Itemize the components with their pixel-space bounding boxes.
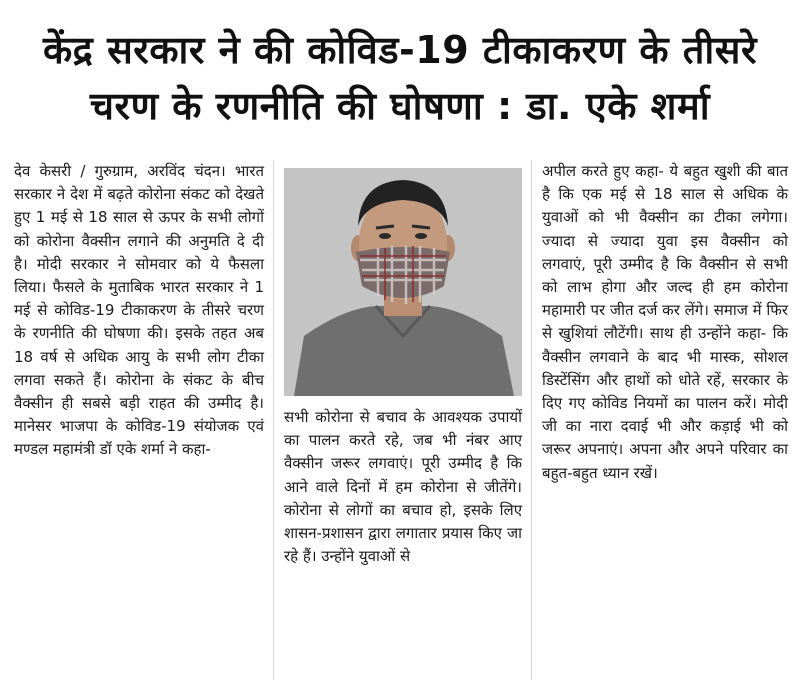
headline-line-1: केंद्र सरकार ने की कोविड-19 टीकाकरण के तीसरे xyxy=(43,28,757,72)
column-divider-right xyxy=(531,160,532,680)
masked-man-illustration xyxy=(284,168,522,396)
portrait-photo xyxy=(284,168,522,396)
article-column-right: अपील करते हुए कहा- ये बहुत खुशी की बात है कि एक मई से 18 साल से अधिक के युवाओं को भी वैक्सीन का टीका लगेगा। ज्यादा से ज्यादा युवा इस वैक्सीन को लगवाएं, पूरी उम्मीद है कि वैक्सीन से सभी को लाभ होगा और जल्द ही हम कोरोना महामारी पर जीत दर्ज कर लेंगे। समाज में फिर से खुशियां लौटेंगी। साथ ही उन्होंने कहा- कि वैक्सीन लगवाने के बाद भी मास्क, सोशल डिस्टेंसिंग और हाथों को धोते रहें, सरकार के दिए गए कोविड नियमों का पालन करें। मोदी जी का नारा दवाई भी और कड़ाई भी को जरूर अपनाएं। अपना और अपने परिवार का बहुत-बहुत ध्यान रखें। xyxy=(542,162,788,482)
headline xyxy=(0,22,800,134)
article-column-middle: सभी कोरोना से बचाव के आवश्यक उपायों का पालन करते रहे, जब भी नंबर आए वैक्सीन जरूर लगवाएं। पूरी उम्मीद है कि आने वाले दिनों में हम कोरोना से जीतेंगे। कोरोना से लोगों का बचाव हो, इसके लिए शासन-प्रशासन द्वारा लगातार प्रयास किए जा रहे हैं। उन्होंने युवाओं से xyxy=(284,408,522,566)
headline-line-2: चरण के रणनीति की घोषणा : डा. एके शर्मा xyxy=(89,84,711,128)
column-divider-left xyxy=(273,160,274,680)
article-column-left: देव केसरी / गुरुग्राम, अरविंद चंदन। भारत सरकार ने देश में बढ़ते कोरोना संकट को देखते हुए 1 मई से 18 साल से ऊपर के सभी लोगों को कोरोना वैक्सीन लगाने की अनुमति दे दी है। मोदी सरकार ने सोमवार को ये फैसला लिया। फैसले के मुताबिक भारत सरकार ने 1 मई से कोविड-19 टीकाकरण के तीसरे चरण के रणनीति की घोषणा की। इसके तहत अब 18 वर्ष से अधिक आयु के सभी लोग टीका लगवा सकते हैं। कोरोना के संकट के बीच वैक्सीन ही सबसे बड़ी राहत की उम्मीद है। मानेसर भाजपा के कोविड-19 संयोजक एवं मण्डल महामंत्री डॉ एके शर्मा ने कहा- xyxy=(14,162,264,459)
